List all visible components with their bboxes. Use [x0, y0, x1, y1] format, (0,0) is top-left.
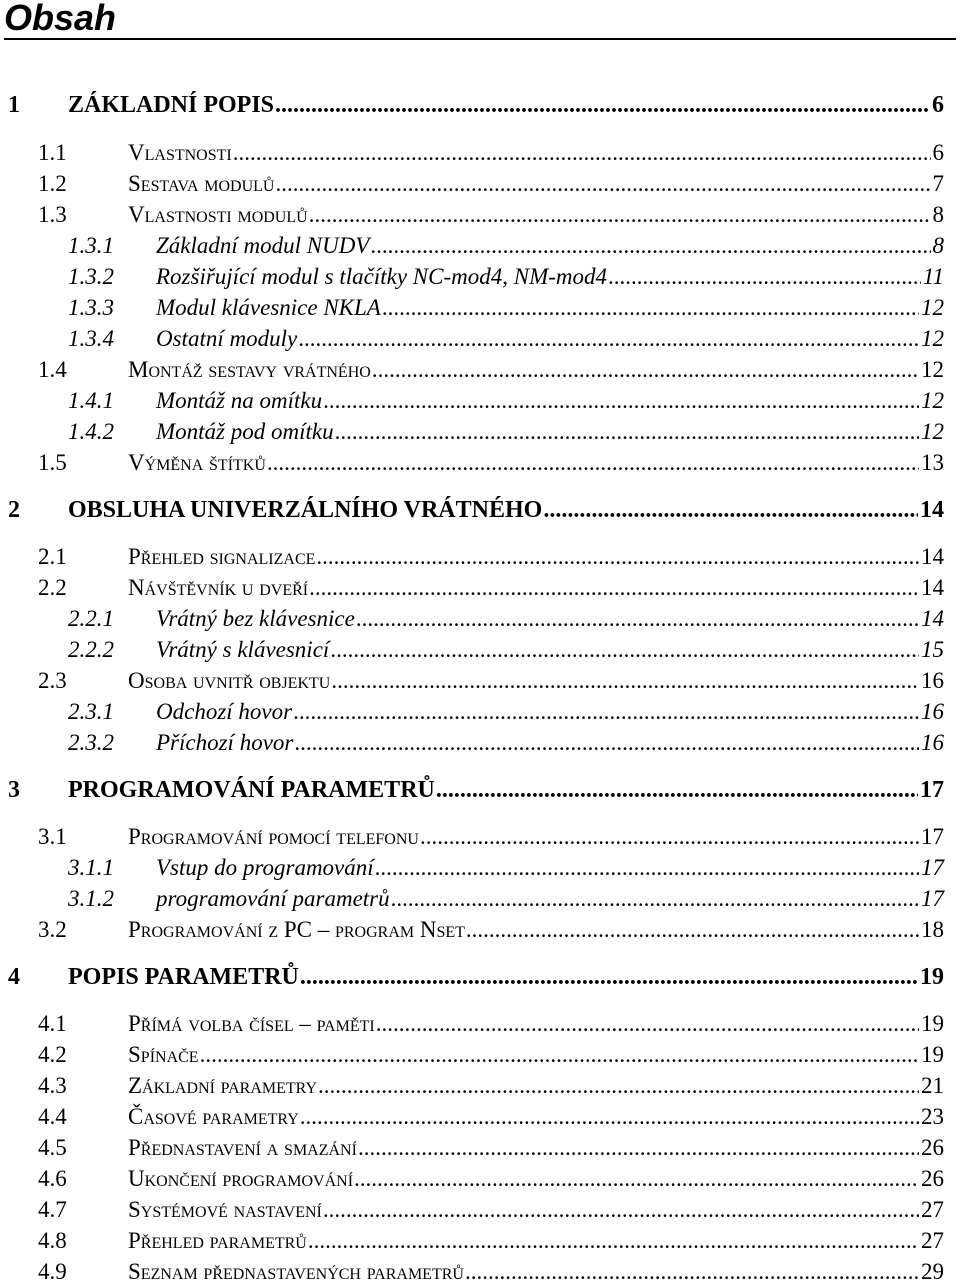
- toc-entry-page: 19: [921, 1042, 944, 1067]
- toc-entry-page: 26: [921, 1166, 944, 1191]
- toc-entry-leader: [420, 821, 919, 853]
- toc-entry-title: Seznam přednastavených parametrů: [128, 1259, 464, 1284]
- toc-entry[interactable]: [0, 416, 960, 448]
- toc-entry-number: 2.3.2: [68, 730, 114, 755]
- toc-entry-leader: [233, 137, 931, 169]
- toc-entry-leader: [370, 230, 930, 262]
- toc-entry[interactable]: [0, 137, 960, 169]
- toc-entry[interactable]: [0, 821, 960, 853]
- toc-entry-title: Přednastavení a smazání: [128, 1135, 357, 1160]
- toc-entry-page: 12: [921, 388, 944, 413]
- toc-entry-leader: [323, 385, 919, 417]
- toc-entry-number: 1.1: [38, 140, 67, 165]
- toc-entry-leader: [300, 1101, 919, 1133]
- toc-entry-page: 16: [921, 668, 944, 693]
- toc-entry-title: Systémové nastavení: [128, 1197, 322, 1222]
- toc-entry-title: Sestava modulů: [128, 171, 275, 196]
- toc-entry-number: 4.3: [38, 1073, 67, 1098]
- toc-entry-page: 12: [921, 295, 944, 320]
- toc-entry-page: 14: [921, 606, 944, 631]
- toc-entry-leader: [356, 603, 919, 635]
- toc-entry-page: 17: [921, 855, 944, 880]
- toc-entry-leader: [372, 354, 919, 386]
- toc-entry-title: Vlastnosti modulů: [128, 202, 308, 227]
- toc-entry[interactable]: [0, 634, 960, 666]
- toc-entry-number: 4.5: [38, 1135, 67, 1160]
- toc-entry-title: Příchozí hovor: [156, 730, 294, 755]
- toc-entry-number: 1.3: [38, 202, 67, 227]
- toc-entry-number: 4.4: [38, 1104, 67, 1129]
- toc-entry[interactable]: [0, 914, 960, 946]
- toc-entry-page: 12: [921, 419, 944, 444]
- toc-entry-number: 1.3.2: [68, 264, 114, 289]
- toc-entry-number: 2.3.1: [68, 699, 114, 724]
- toc-entry-number: 1.3.4: [68, 326, 114, 351]
- toc-entry-leader: [308, 1225, 919, 1257]
- toc-entry-title: Základní parametry: [128, 1073, 318, 1098]
- toc-entry[interactable]: [0, 696, 960, 728]
- toc-entry-title: POPIS PARAMETRŮ: [68, 964, 299, 990]
- toc-entry-leader: [354, 1163, 919, 1195]
- toc-entry-page: 26: [921, 1135, 944, 1160]
- toc-entry-page: 6: [932, 92, 944, 118]
- toc-entry-leader: [376, 1008, 919, 1040]
- toc-entry-leader: [267, 447, 919, 479]
- toc-entry-page: 15: [921, 637, 944, 662]
- toc-entry-number: 2.3: [38, 668, 67, 693]
- toc-entry-page: 19: [920, 964, 944, 990]
- toc-entry-title: Přímá volba čísel – paměti: [128, 1011, 375, 1036]
- toc-entry[interactable]: [0, 1163, 960, 1195]
- toc-entry-page: 23: [921, 1104, 944, 1129]
- toc-entry-title: PROGRAMOVÁNÍ PARAMETRŮ: [68, 777, 435, 803]
- toc-entry[interactable]: [0, 1256, 960, 1288]
- toc-entry-page: 14: [921, 544, 944, 569]
- toc-entry[interactable]: [0, 1132, 960, 1164]
- toc-entry[interactable]: [0, 1008, 960, 1040]
- toc-entry-leader: [293, 696, 919, 728]
- toc-entry-title: Časové parametry: [128, 1104, 299, 1129]
- toc-entry-number: 4.6: [38, 1166, 67, 1191]
- toc-entry[interactable]: [0, 852, 960, 884]
- toc-entry-title: Montáž sestavy vrátného: [128, 357, 371, 382]
- toc-entry-leader: [608, 261, 921, 293]
- toc-entry-page: 16: [921, 699, 944, 724]
- toc-entry-number: 1.4.1: [68, 388, 114, 413]
- toc-entry-leader: [318, 1070, 919, 1102]
- toc-entry-title: Osoba uvnitř objektu: [128, 668, 331, 693]
- toc-entry-leader: [309, 572, 919, 604]
- toc-entry-number: 2: [8, 497, 20, 523]
- toc-entry-leader: [391, 883, 919, 915]
- toc-entry-title: Spínače: [128, 1042, 199, 1067]
- toc-entry-title: Modul klávesnice NKLA: [156, 295, 381, 320]
- toc-entry-leader: [335, 416, 919, 448]
- toc-entry-number: 1.4.2: [68, 419, 114, 444]
- toc-entry-leader: [330, 634, 919, 666]
- toc-entry-title: Ostatní moduly: [156, 326, 298, 351]
- toc-entry-title: Přehled parametrů: [128, 1228, 307, 1253]
- toc-entry-number: 4.1: [38, 1011, 67, 1036]
- toc-entry-leader: [275, 168, 930, 200]
- toc-entry-page: 16: [921, 730, 944, 755]
- toc-entry[interactable]: [0, 603, 960, 635]
- toc-entry-page: 12: [921, 326, 944, 351]
- toc-entry-number: 2.2: [38, 575, 67, 600]
- toc-entry-number: 3.1.2: [68, 886, 114, 911]
- toc-entry-page: 8: [932, 233, 944, 258]
- toc-entry-number: 4.8: [38, 1228, 67, 1253]
- toc-entry[interactable]: [0, 665, 960, 697]
- toc-entry[interactable]: [0, 541, 960, 573]
- toc-entry-leader: [200, 1039, 919, 1071]
- toc-entry-page: 29: [921, 1259, 944, 1284]
- toc-entry-leader: [382, 292, 919, 324]
- toc-entry-number: 1.3.3: [68, 295, 114, 320]
- toc-entry-number: 1.3.1: [68, 233, 114, 258]
- toc-entry-page: 21: [921, 1073, 944, 1098]
- heading-rule: [4, 38, 956, 40]
- toc-entry[interactable]: [0, 354, 960, 386]
- toc-entry[interactable]: [0, 447, 960, 479]
- toc-entry-number: 3.2: [38, 917, 67, 942]
- toc-entry-title: Výměna štítků: [128, 450, 266, 475]
- toc-entry[interactable]: [0, 1070, 960, 1102]
- toc-entry-number: 1: [8, 92, 20, 118]
- toc-entry-title: Přehled signalizace: [128, 544, 316, 569]
- toc-entry-title: ZÁKLADNÍ POPIS: [68, 92, 275, 118]
- toc-entry-page: 17: [921, 824, 944, 849]
- toc-entry-page: 13: [921, 450, 944, 475]
- toc-entry[interactable]: [0, 572, 960, 604]
- toc-entry-page: 27: [921, 1197, 944, 1222]
- toc-entry-leader: [323, 1194, 919, 1226]
- toc-entry[interactable]: [0, 494, 960, 526]
- toc-entry[interactable]: [0, 883, 960, 915]
- toc-entry-title: Programování pomocí telefonu: [128, 824, 419, 849]
- toc-entry-leader: [436, 774, 918, 806]
- toc-entry-number: 2.1: [38, 544, 67, 569]
- toc-entry-page: 11: [922, 264, 944, 289]
- toc-entry[interactable]: [0, 1194, 960, 1226]
- toc-entry-leader: [466, 914, 919, 946]
- toc-entry[interactable]: [0, 292, 960, 324]
- toc-entry[interactable]: [0, 961, 960, 993]
- toc-entry-page: 8: [932, 202, 944, 227]
- toc-entry-page: 27: [921, 1228, 944, 1253]
- toc-entry-title: Vrátný bez klávesnice: [156, 606, 355, 631]
- toc-entry-leader: [375, 852, 919, 884]
- toc-entry-number: 3: [8, 777, 20, 803]
- toc-entry[interactable]: [0, 168, 960, 200]
- toc-entry[interactable]: [0, 1039, 960, 1071]
- toc-entry-leader: [543, 494, 918, 526]
- toc-entry-number: 4.2: [38, 1042, 67, 1067]
- toc-entry-leader: [275, 89, 930, 121]
- toc-entry-number: 1.4: [38, 357, 67, 382]
- toc-entry-title: Montáž pod omítku: [156, 419, 334, 444]
- toc-entry-leader: [316, 541, 919, 573]
- toc-entry-title: Vrátný s klávesnicí: [156, 637, 330, 662]
- toc-entry[interactable]: [0, 230, 960, 262]
- toc-entry-number: 3.1.1: [68, 855, 114, 880]
- toc-entry[interactable]: [0, 323, 960, 355]
- toc-entry-number: 1.2: [38, 171, 67, 196]
- toc-entry-page: 19: [921, 1011, 944, 1036]
- toc-entry[interactable]: [0, 727, 960, 759]
- toc-entry-number: 4.9: [38, 1259, 67, 1284]
- toc-entry[interactable]: [0, 89, 960, 121]
- toc-entry-leader: [300, 961, 918, 993]
- toc-entry[interactable]: [0, 1101, 960, 1133]
- toc-entry-title: OBSLUHA UNIVERZÁLNÍHO VRÁTNÉHO: [68, 497, 543, 523]
- toc-entry[interactable]: [0, 774, 960, 806]
- toc-entry-number: 2.2.2: [68, 637, 114, 662]
- toc-entry-number: 3.1: [38, 824, 67, 849]
- toc-entry-title: programování parametrů: [156, 886, 390, 911]
- toc-entry-page: 14: [920, 497, 944, 523]
- toc-entry-title: Odchozí hovor: [156, 699, 293, 724]
- toc-entry-title: Vlastnosti: [128, 140, 232, 165]
- page-title: Obsah: [4, 0, 117, 38]
- toc-entry-number: 4.7: [38, 1197, 67, 1222]
- toc-entry-page: 17: [920, 777, 944, 803]
- toc-entry-page: 14: [921, 575, 944, 600]
- toc-entry[interactable]: [0, 385, 960, 417]
- toc-entry-title: Návštěvník u dveří: [128, 575, 309, 600]
- toc-entry-page: 6: [932, 140, 944, 165]
- toc-entry-leader: [298, 323, 919, 355]
- toc-entry-leader: [358, 1132, 919, 1164]
- toc-entry-leader: [309, 199, 931, 231]
- toc-entry-page: 7: [932, 171, 944, 196]
- toc-entry-page: 12: [921, 357, 944, 382]
- toc-entry[interactable]: [0, 261, 960, 293]
- toc-entry-title: Montáž na omítku: [156, 388, 323, 413]
- toc-entry-number: 1.5: [38, 450, 67, 475]
- toc-entry-leader: [331, 665, 919, 697]
- toc-entry-title: Programování z PC – program Nset: [128, 917, 465, 942]
- toc-entry-title: Vstup do programování: [156, 855, 374, 880]
- toc-entry[interactable]: [0, 1225, 960, 1257]
- toc-entry-title: Ukončení programování: [128, 1166, 354, 1191]
- toc-entry-leader: [294, 727, 919, 759]
- toc-entry-leader: [465, 1256, 919, 1288]
- toc-entry-page: 17: [921, 886, 944, 911]
- toc-entry-title: Základní modul NUDV: [156, 233, 370, 258]
- toc-entry[interactable]: [0, 199, 960, 231]
- toc-entry-number: 2.2.1: [68, 606, 114, 631]
- toc-entry-number: 4: [8, 964, 20, 990]
- toc-entry-page: 18: [921, 917, 944, 942]
- toc-entry-title: Rozšiřující modul s tlačítky NC-mod4, NM-mod4: [156, 264, 608, 289]
